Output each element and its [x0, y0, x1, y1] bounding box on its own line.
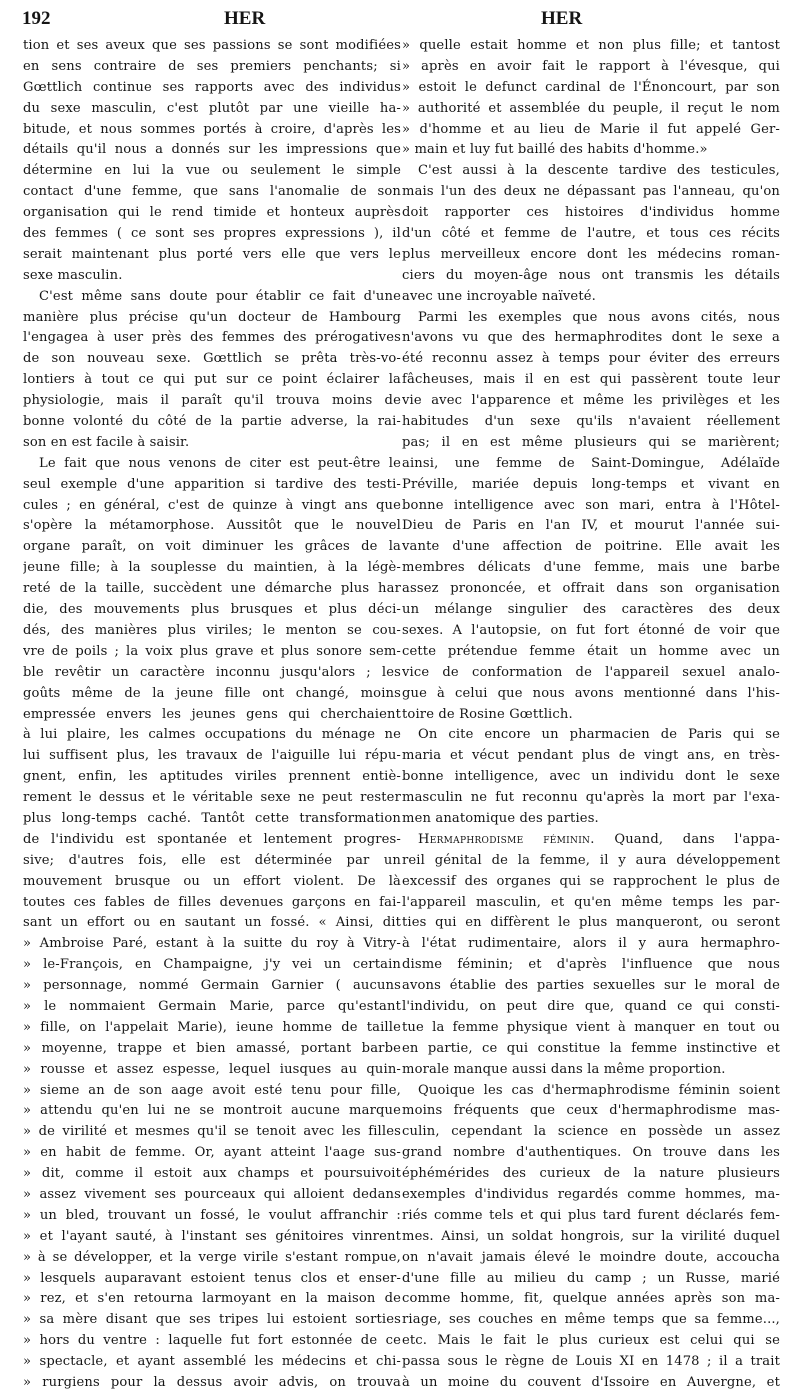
text-line: ainsi, une femme de Saint-Domingue, Adélaïde [402, 455, 780, 471]
text-line: morale manque aussi dans la même proportion. [402, 1061, 726, 1077]
text-line: » estoit le defunct cardinal de l'Énoncourt, par son [402, 79, 780, 95]
text-line: comme homme, fit, quelque années après son ma- [402, 1291, 780, 1307]
line-text: Quand, dans l'appa- [614, 831, 780, 847]
text-line: » en habit de femme. Or, ayant atteint l'aage sus- [23, 1145, 401, 1161]
text-line: » lesquels auparavant estoient tenus clos et enser- [23, 1270, 401, 1286]
text-line: à lui plaire, les calmes occupations du ménage ne [23, 727, 401, 743]
text-line: goûts même de la jeune fille ont changé, moins [23, 685, 401, 701]
text-line: cette prétendue femme était un homme avec un [402, 643, 780, 659]
text-line: reil génital de la femme, il y aura développement [402, 852, 780, 868]
text-line: men anatomique des parties. [402, 810, 599, 826]
text-line: avec une incroyable naïveté. [402, 288, 596, 304]
running-head-right: HER [541, 8, 583, 29]
page-number: 192 [22, 8, 51, 29]
text-line: Le fait que nous venons de citer est peut-être le [39, 455, 401, 471]
text-line: pas; il en est même plusieurs qui se marièrent; [402, 434, 780, 450]
text-line: lontiers à tout ce qui put sur ce point éclairer la [23, 372, 401, 388]
right-column [402, 36, 780, 1394]
text-line: sive; d'autres fois, elle est déterminée par un [23, 852, 401, 868]
text-line: des femmes ( ce sont ses propres expressions ), il [23, 226, 401, 242]
text-line: » main et luy fut baillé des habits d'homme.» [402, 142, 708, 158]
text-line: passa sous le règne de Louis XI en 1478 ; il a trait [402, 1354, 780, 1370]
text-line: Dieu de Paris en l'an IV, et mourut l'année sui- [402, 518, 780, 534]
text-line: » spectacle, et ayant assemblé les médecins et chi- [23, 1354, 401, 1370]
text-line: seul exemple d'une apparition si tardive des testi- [23, 476, 401, 492]
text-line: reté de la taille, succèdent une démarche plus har [23, 581, 401, 597]
text-line: d'un côté et femme de l'autre, et tous ces récits [402, 226, 780, 242]
text-line: plus merveilleux encore dont les médecins roman- [402, 246, 780, 262]
text-line: en sens contraire de ses premiers penchants; si [23, 58, 401, 74]
text-line: sant un effort ou en sautant un fossé. « Ainsi, dit [23, 915, 401, 931]
text-line: » sieme an de son aage avoit esté tenu pour fille, [23, 1082, 401, 1098]
text-line: rement le dessus et le véritable sexe ne peut rester [23, 790, 401, 806]
text-line: vice de conformation de l'appareil sexuel analo- [402, 664, 780, 680]
text-line: sexe masculin. [23, 267, 123, 283]
text-line: été reconnu assez à temps pour éviter des erreurs [402, 351, 780, 367]
text-line: jeune fille; à la souplesse du maintien, à la légè- [23, 560, 401, 576]
text-line: gue à celui que nous avons mentionné dans l'his- [402, 685, 780, 701]
text-line: » et l'ayant sauté, à l'instant ses génitoires vinrent [23, 1228, 401, 1244]
text-line: » rurgiens pour la dessus avoir advis, on trouva [23, 1375, 401, 1390]
text-line: masculin ne fut reconnu qu'après la mort par l'exa- [402, 790, 780, 806]
text-line: sexes. A l'autopsie, on fut fort étonné de voir que [402, 622, 780, 638]
text-line: membres délicats d'une femme, mais une barbe [402, 560, 780, 576]
text-line: vre de poils ; la voix plus grave et plus sonore sem- [23, 643, 401, 659]
text-line: organe paraît, on voit diminuer les grâces de la [23, 539, 401, 555]
running-head-left: HER [224, 8, 266, 29]
text-line: l'individu, on peut dire que, quand ce qui consti- [402, 998, 780, 1014]
text-line: tue la femme physique vient à manquer en tout ou [402, 1019, 780, 1035]
text-line: » après en avoir fait le rapport à l'évesque, qui [402, 58, 780, 74]
text-line: » le-François, en Champaigne, j'y vei un certain [23, 957, 401, 973]
text-line: n'avons vu que des hermaphrodites dont le sexe a [402, 330, 780, 346]
text-line: On cite encore un pharmacien de Paris qui se [418, 727, 780, 743]
text-line: l'appareil masculin, et qu'en même temps les par- [402, 894, 780, 910]
text-line: Quoique les cas d'hermaphrodisme féminin soient [418, 1082, 780, 1098]
text-line: maria et vécut pendant plus de vingt ans, en très- [402, 748, 780, 764]
text-line: riés comme tels et qui plus tard furent déclarés fem- [402, 1207, 780, 1223]
text-line: bonne volonté du côté de la partie adverse, la rai- [23, 414, 401, 430]
text-line: dés, des manières plus viriles; le menton se cou- [23, 622, 401, 638]
text-line [402, 830, 780, 851]
text-line: toutes ces fables de filles devenues garçons en fai- [23, 894, 401, 910]
text-line: riage, ses couches en même temps que sa femme..., [402, 1312, 780, 1328]
text-line: Préville, mariée depuis long-temps et vivant en [402, 476, 780, 492]
text-line: » fille, on l'appelait Marie), ieune homme de taille [23, 1019, 401, 1035]
text-line: du sexe masculin, c'est plutôt par une vieille ha- [23, 100, 401, 116]
text-line: Parmi les exemples que nous avons cités, nous [418, 309, 780, 325]
text-line: physiologie, mais il paraît qu'il trouva moins de [23, 393, 401, 409]
text-line: disme féminin; et d'après l'influence que nous [402, 957, 780, 973]
text-line: Gœttlich continue ses rapports avec des individus [23, 79, 401, 95]
text-line: cules ; en général, c'est de quinze à vingt ans que [23, 497, 401, 513]
text-line: assez prononcée, et offrait dans son organisation [402, 581, 780, 597]
text-line: détermine en lui la vue ou seulement le simple [23, 163, 401, 179]
text-line: plus long-temps caché. Tantôt cette transformation [23, 810, 401, 826]
text-line: un mélange singulier des caractères des deux [402, 602, 780, 618]
text-line: gnent, enfin, les aptitudes viriles prennent entiè- [23, 769, 401, 785]
text-line: l'engagea à user près des femmes des prérogatives [23, 330, 401, 346]
text-line: grand nombre d'authentiques. On trouve dans les [402, 1145, 780, 1161]
text-line: habitudes d'un sexe qu'ils n'avaient réellement [402, 414, 780, 430]
text-line: on n'avait jamais élevé le moindre doute, accoucha [402, 1249, 780, 1265]
left-column [23, 36, 401, 1394]
text-line: » dit, comme il estoit aux champs et poursuivoit [23, 1166, 401, 1182]
text-line: avons établie des parties sexuelles sur le moral de [402, 978, 780, 994]
text-line: à l'état rudimentaire, alors il y aura hermaphro- [402, 936, 780, 952]
text-line: » rez, et s'en retourna larmoyant en la maison de [23, 1291, 401, 1307]
text-line: mouvement brusque ou un effort violent. De là [23, 873, 401, 889]
text-line: détails qu'il nous a donnés sur les impressions que [23, 142, 401, 158]
section-heading: Hermaphrodisme féminin. [418, 831, 595, 847]
text-line: bonne intelligence, avec un individu dont le sexe [402, 769, 780, 785]
text-line: ciers du moyen-âge nous ont transmis les détails [402, 267, 780, 283]
text-line: ties qui en diffèrent le plus manqueront, ou seront [402, 915, 780, 931]
text-line: de son nouveau sexe. Gœttlich se prêta très-vo- [23, 351, 401, 367]
text-line: » personnage, nommé Germain Garnier ( aucuns [23, 978, 401, 994]
text-line: moins fréquents que ceux d'hermaphrodisme mas- [402, 1103, 780, 1119]
text-line: » quelle estait homme et non plus fille; et tantost [402, 38, 780, 53]
text-line: » à se développer, et la verge virile s'estant rompue, [23, 1249, 401, 1265]
text-line: son en est facile à saisir. [23, 434, 190, 450]
text-line: manière plus précise qu'un docteur de Hambourg [23, 309, 401, 325]
text-line: toire de Rosine Gœttlich. [402, 706, 573, 722]
text-line: » hors du ventre : laquelle fut fort estonnée de ce [23, 1333, 401, 1349]
text-line: bitude, et nous sommes portés à croire, d'après les [23, 121, 401, 137]
text-line: tion et ses aveux que ses passions se sont modifiées [23, 38, 401, 53]
text-line: » le nommaient Germain Marie, parce qu'estant [23, 998, 401, 1014]
text-line: » assez vivement ses pourceaux qui alloient dedans [23, 1186, 401, 1202]
text-line: » authorité et assemblée du peuple, il reçut le nom [402, 100, 780, 116]
text-line: » attendu qu'en lui ne se montroit aucune marque [23, 1103, 401, 1119]
text-line: vie avec l'apparence et même les privilèges et les [402, 393, 780, 409]
text-line: etc. Mais le fait le plus curieux est celui qui se [402, 1333, 780, 1349]
text-line: bonne intelligence avec son mari, entra à l'Hôtel- [402, 497, 780, 513]
text-line: » moyenne, trappe et bien amassé, portant barbe [23, 1040, 401, 1056]
text-line: serait maintenant plus porté vers elle que vers le [23, 246, 401, 262]
text-line: » Ambroise Paré, estant à la suitte du roy à Vitry- [23, 936, 401, 952]
text-line: s'opère la métamorphose. Aussitôt que le nouvel [23, 518, 401, 534]
text-line: vante d'une affection de poitrine. Elle avait les [402, 539, 780, 555]
text-line: » de virilité et mesmes qu'il se tenoit avec les filles [23, 1124, 401, 1140]
text-line: die, des mouvements plus brusques et plus déci- [23, 602, 401, 618]
text-line: empressée envers les jeunes gens qui cherchaient [23, 706, 401, 722]
text-line: » un bled, trouvant un fossé, le voulut affranchir : [23, 1207, 401, 1223]
text-line: » d'homme et au lieu de Marie il fut appelé Ger- [402, 121, 780, 137]
text-line: doit rapporter ces histoires d'individus homme [402, 205, 780, 221]
text-line: organisation qui le rend timide et honteux auprès [23, 205, 401, 221]
text-line: éphémérides des curieux de la nature plusieurs [402, 1166, 780, 1182]
text-line: exemples d'individus regardés comme hommes, ma- [402, 1186, 780, 1202]
text-line: culin, cependant la science en possède un assez [402, 1124, 780, 1140]
text-line: fâcheuses, mais il en est qui passèrent toute leur [402, 372, 780, 388]
text-line: » rousse et assez espesse, lequel iusques au quin- [23, 1061, 401, 1077]
text-line: mais l'un des deux ne dépassant pas l'anneau, qu'on [402, 184, 780, 200]
text-line: ble revêtir un caractère inconnu jusqu'alors ; les [23, 664, 401, 680]
text-line: » sa mère disant que ses tripes lui estoient sorties [23, 1312, 401, 1328]
text-line: de l'individu est spontanée et lentement progres- [23, 831, 401, 847]
text-line: excessif des organes qui se rapprochent le plus de [402, 873, 780, 889]
text-line: mes. Ainsi, un soldat hongrois, sur la virilité duquel [402, 1228, 780, 1244]
text-line: lui suffisent plus, les travaux de l'aiguille lui répu- [23, 748, 401, 764]
text-line: à un moine du couvent d'Issoire en Auvergne, et [402, 1375, 780, 1390]
text-line: en partie, ce qui constitue la femme instinctive et [402, 1040, 780, 1056]
text-line: contact d'une femme, que sans l'anomalie de son [23, 184, 401, 200]
text-line: C'est aussi à la descente tardive des testicules, [418, 163, 780, 179]
text-line: C'est même sans doute pour établir ce fait d'une [39, 288, 401, 304]
text-line: d'une fille au milieu du camp ; un Russe, marié [402, 1270, 780, 1286]
